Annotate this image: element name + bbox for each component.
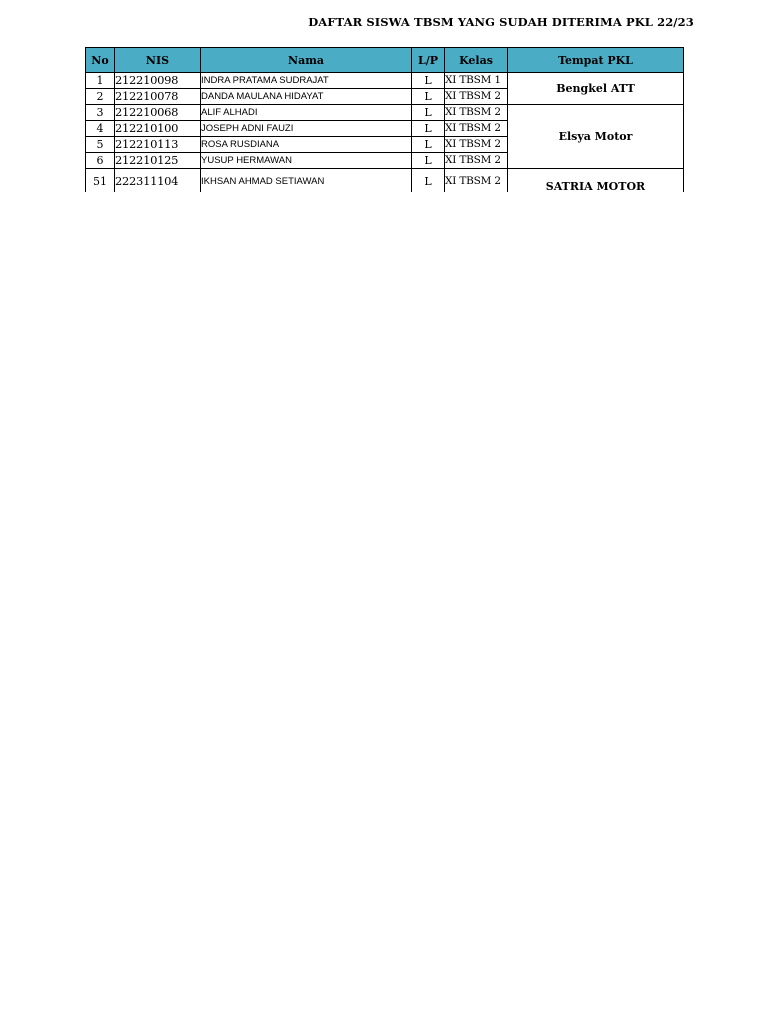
cell-lp: L [412,137,445,153]
cell-kelas: XI TBSM 1 [445,73,508,89]
cell-tempat-pkl: Bengkel ATT [508,73,684,105]
cell-tempat-pkl-label: SATRIA MOTOR [545,180,646,192]
cell-no: 4 [86,121,115,137]
cell-nis: 212210068 [115,105,201,121]
cell-no: 51 [86,169,115,193]
cell-lp: L [412,153,445,169]
cell-nis: 212210078 [115,89,201,105]
cell-no: 1 [86,73,115,89]
cell-lp: L [412,105,445,121]
column-header-lp: L/P [412,48,445,73]
cell-nama: JOSEPH ADNI FAUZI [201,121,412,137]
cell-nis: 222311104 [115,169,201,193]
cell-lp: L [412,121,445,137]
cell-nama: ALIF ALHADI [201,105,412,121]
cell-nama: IKHSAN AHMAD SETIAWAN [201,169,412,193]
cell-nama: DANDA MAULANA HIDAYAT [201,89,412,105]
cell-nama: INDRA PRATAMA SUDRAJAT [201,73,412,89]
table-header-row [86,48,684,73]
cell-kelas: XI TBSM 2 [445,89,508,105]
table-row [86,105,684,121]
cell-kelas: XI TBSM 2 [445,153,508,169]
cell-tempat-pkl [508,169,684,193]
cell-lp: L [412,73,445,89]
cell-no: 5 [86,137,115,153]
document-title: DAFTAR SISWA TBSM YANG SUDAH DITERIMA PKL 22/23 [308,15,694,29]
cell-nis: 212210125 [115,153,201,169]
cell-lp: L [412,89,445,105]
table-row [86,169,684,193]
cell-nis: 212210098 [115,73,201,89]
column-header-nis: NIS [115,48,201,73]
cell-nama: ROSA RUSDIANA [201,137,412,153]
cell-kelas: XI TBSM 2 [445,169,508,193]
column-header-nama: Nama [201,48,412,73]
table-row [86,73,684,89]
column-header-kelas: Kelas [445,48,508,73]
cell-kelas: XI TBSM 2 [445,137,508,153]
column-header-tempat-pkl: Tempat PKL [508,48,684,73]
cell-nis: 212210113 [115,137,201,153]
cell-nama: YUSUP HERMAWAN [201,153,412,169]
table-viewport [85,47,684,192]
cell-kelas: XI TBSM 2 [445,121,508,137]
cell-tempat-pkl: Elsya Motor [508,105,684,169]
cell-no: 3 [86,105,115,121]
cell-no: 6 [86,153,115,169]
cell-nis: 212210100 [115,121,201,137]
cell-kelas: XI TBSM 2 [445,105,508,121]
student-table [85,47,684,192]
column-header-no: No [86,48,115,73]
cell-no: 2 [86,89,115,105]
cell-lp: L [412,169,445,193]
